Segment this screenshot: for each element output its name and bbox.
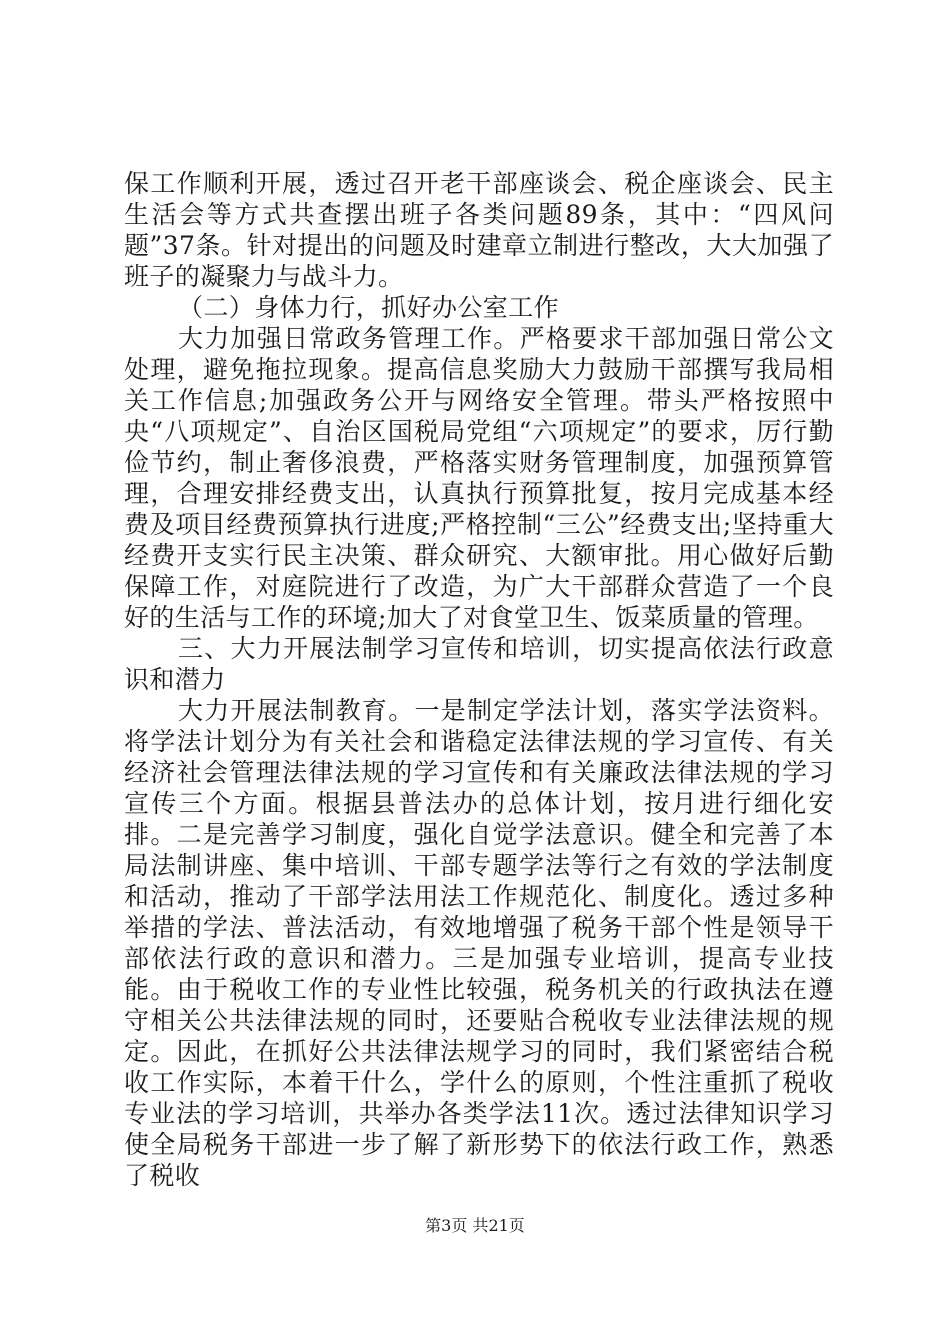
section-heading-office-work: （二）身体力行，抓好办公室工作 [178, 293, 560, 322]
paragraph-continuation: 保工作顺利开展，透过召开老干部座谈会、税企座谈会、民主生活会等方式共查摆出班子各类问题89条，其中：“四风问题”37条。针对提出的问题及时建章立制进行整改，大大加强了班子的凝聚力与战斗力。 [124, 169, 834, 291]
document-body [124, 168, 834, 1191]
page-number-footer: 第3页 共21页 [425, 1216, 525, 1235]
paragraph-legal-education: 大力开展法制教育。一是制定学法计划，落实学法资料。将学法计划分为有关社会和谐稳定法律法规的学习宣传、有关经济社会管理法律法规的学习宣传和有关廉政法律法规的学习宣传三个方面。根据县普法办的总体计划，按月进行细化安排。二是完善学习制度，强化自觉学法意识。健全和完善了本局法制讲座、集中培训、干部专题学法等行之有效的学法制度和活动，推动了干部学法用法工作规范化、制度化。透过多种举措的学法、普法活动，有效地增强了税务干部个性是领导干部依法行政的意识和潜力。三是加强专业培训，提高专业技能。由于税收工作的专业性比较强，税务机关的行政执法在遵守相关公共法律法规的同时，还要贴合税收专业法律法规的规定。因此，在抓好公共法律法规学习的同时，我们紧密结合税收工作实际，本着干什么，学什么的原则，个性注重抓了税收专业法的学习培训，共举办各类学法11次。透过法律知识学习使全局税务干部进一步了解了新形势下的依法行政工作，熟悉了税收 [124, 696, 834, 1190]
paragraph-office-work: 大力加强日常政务管理工作。严格要求干部加强日常公文处理，避免拖拉现象。提高信息奖励大力鼓励干部撰写我局相关工作信息;加强政务公开与网络安全管理。带头严格按照中央“八项规定”、自治区国税局党组“六项规定”的要求，厉行勤俭节约，制止奢侈浪费，严格落实财务管理制度，加强预算管理，合理安排经费支出，认真执行预算批复，按月完成基本经费及项目经费预算执行进度;严格控制“三公”经费支出;坚持重大经费开支实行民主决策、群众研究、大额审批。用心做好后勤保障工作，对庭院进行了改造，为广大干部群众营造了一个良好的生活与工作的环境;加大了对食堂卫生、饭菜质量的管理。 [124, 324, 834, 632]
section-heading-legal-education: 三、大力开展法制学习宣传和培训，切实提高依法行政意识和潜力 [124, 634, 834, 694]
